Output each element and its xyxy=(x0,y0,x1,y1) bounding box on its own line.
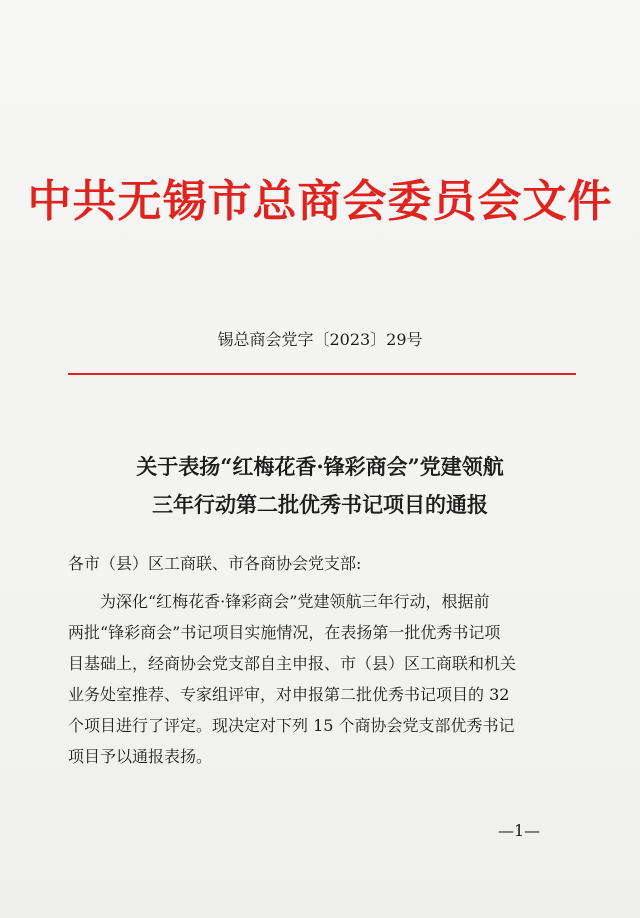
body-line-5: 个项目进行了评定。现决定对下列 15 个商协会党支部优秀书记 xyxy=(68,716,515,735)
notice-title xyxy=(0,448,640,524)
body-paragraph xyxy=(68,586,576,772)
red-divider-line xyxy=(68,373,576,375)
body-line-6: 项目予以通报表扬。 xyxy=(68,747,213,766)
body-line-4: 业务处室推荐、专家组评审，对申报第二批优秀书记项目的 32 xyxy=(68,685,510,704)
notice-title-line-2: 三年行动第二批优秀书记项目的通报 xyxy=(152,492,488,517)
page-number: —1— xyxy=(498,821,541,840)
salutation: 各市（县）区工商联、市各商协会党支部: xyxy=(68,554,362,573)
notice-title-line-1: 关于表扬“红梅花香·锋彩商会”党建领航 xyxy=(136,454,504,479)
body-line-1: 为深化“红梅花香·锋彩商会”党建领航三年行动，根据前 xyxy=(100,592,490,611)
document-header-title: 中共无锡市总商会委员会文件 xyxy=(27,176,613,227)
body-line-3: 目基础上，经商协会党支部自主申报、市（县）区工商联和机关 xyxy=(68,654,517,673)
body-line-2: 两批“锋彩商会”书记项目实施情况，在表扬第一批优秀书记项 xyxy=(68,623,501,642)
document-number: 锡总商会党字〔2023〕29号 xyxy=(217,330,423,349)
